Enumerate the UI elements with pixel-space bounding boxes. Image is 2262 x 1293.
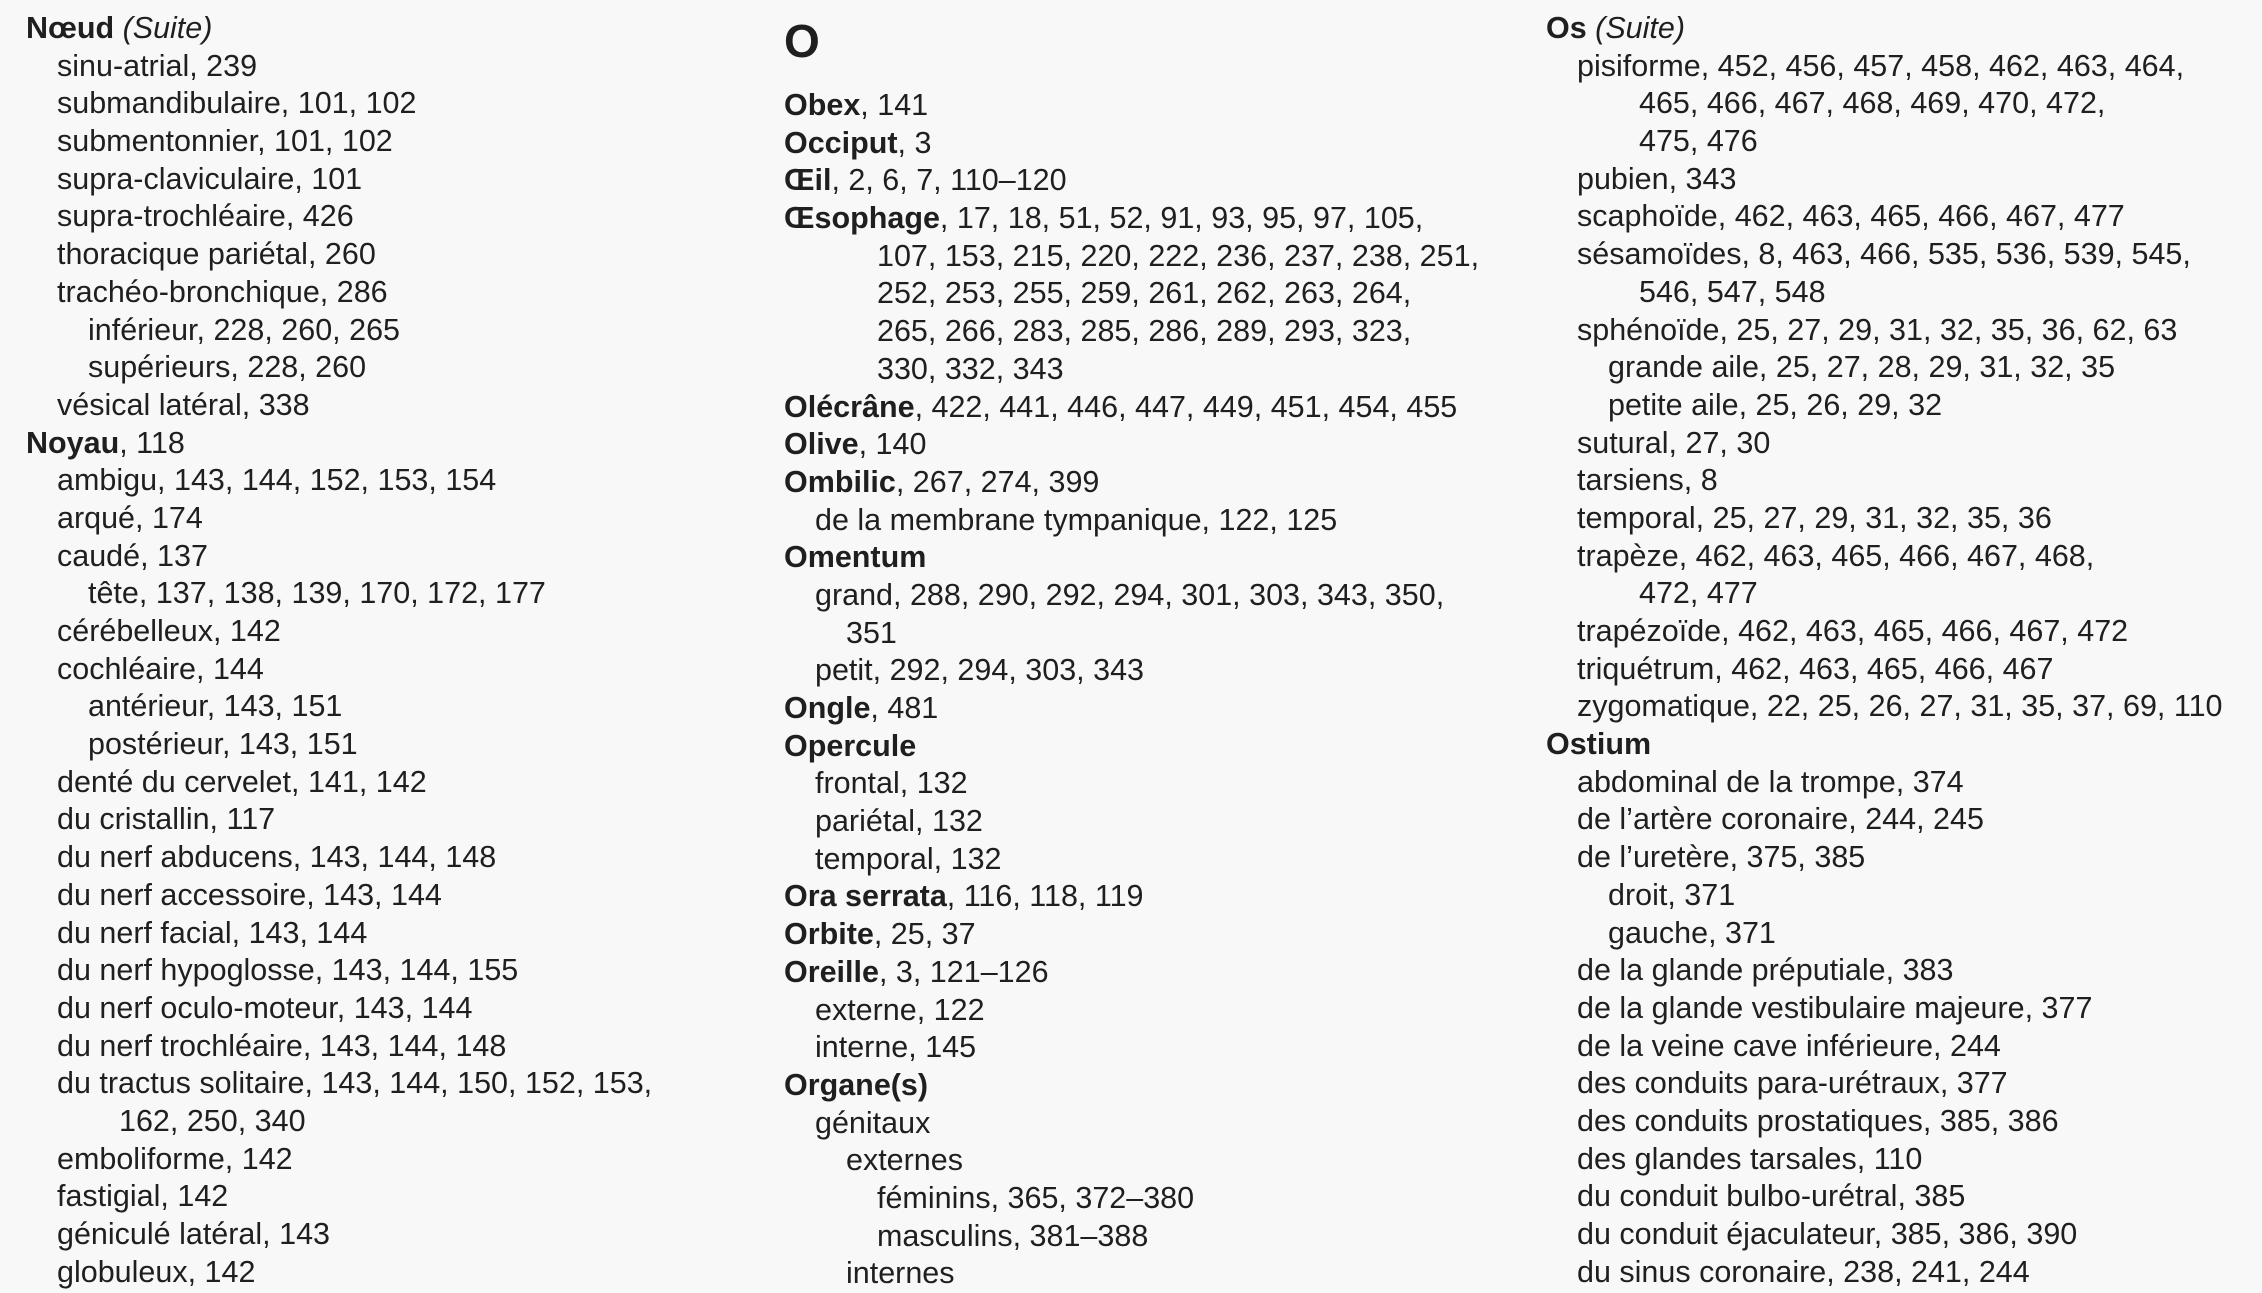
entry-text: externe, 122 bbox=[815, 992, 985, 1027]
index-subentry bbox=[26, 915, 766, 953]
entry-text: des conduits prostatiques, 385, 386 bbox=[1577, 1103, 2059, 1138]
index-heading-entry bbox=[1546, 726, 2262, 764]
entry-text: , 2, 6, 7, 110–120 bbox=[831, 163, 1067, 198]
entry-text: , 3, 121–126 bbox=[878, 954, 1049, 989]
entry-text: supérieurs, 228, 260 bbox=[88, 350, 367, 385]
index-subentry bbox=[1546, 764, 2262, 802]
index-subentry bbox=[784, 238, 1544, 276]
index-subentry bbox=[26, 1141, 766, 1179]
entry-text: , 25, 37 bbox=[873, 917, 976, 952]
entry-text: de la glande vestibulaire majeure, 377 bbox=[1577, 990, 2093, 1025]
entry-heading: Œil bbox=[784, 163, 832, 198]
index-subentry bbox=[1546, 349, 2262, 387]
index-heading-entry bbox=[784, 954, 1544, 992]
entry-text: zygomatique, 22, 25, 26, 27, 31, 35, 37, 69, 110 bbox=[1577, 689, 2223, 724]
index-heading-entry bbox=[784, 878, 1544, 916]
entry-text: , 267, 274, 399 bbox=[895, 464, 1100, 499]
index-subentry bbox=[26, 801, 766, 839]
index-subentry bbox=[1546, 1028, 2262, 1066]
entry-text: des conduits para-urétraux, 377 bbox=[1577, 1066, 2008, 1101]
entry-text: pisiforme, 452, 456, 457, 458, 462, 463, 464, bbox=[1577, 48, 2185, 83]
entry-text: , 422, 441, 446, 447, 449, 451, 454, 455 bbox=[914, 389, 1458, 424]
entry-text: , 118 bbox=[119, 425, 185, 460]
index-subentry bbox=[1546, 575, 2262, 613]
entry-text: du conduit bulbo-urétral, 385 bbox=[1577, 1179, 1966, 1214]
entry-text: génitaux bbox=[815, 1105, 931, 1140]
index-subentry bbox=[26, 1028, 766, 1066]
index-subentry bbox=[1546, 1065, 2262, 1103]
index-heading-entry bbox=[784, 125, 1544, 163]
entry-text: supra-trochléaire, 426 bbox=[57, 199, 354, 234]
entry-text: 330, 332, 343 bbox=[877, 351, 1064, 386]
index-subentry bbox=[784, 615, 1544, 653]
entry-text: de la membrane tympanique, 122, 125 bbox=[815, 502, 1338, 537]
index-subentry bbox=[1546, 236, 2262, 274]
entry-text: du tractus solitaire, 143, 144, 150, 152, 153, bbox=[57, 1066, 653, 1101]
index-subentry bbox=[784, 313, 1544, 351]
index-subentry bbox=[1546, 274, 2262, 312]
index-subentry bbox=[26, 764, 766, 802]
index-subentry bbox=[784, 502, 1544, 540]
entry-text: emboliforme, 142 bbox=[57, 1141, 293, 1176]
entry-text: caudé, 137 bbox=[57, 538, 208, 573]
entry-text: du nerf facial, 143, 144 bbox=[57, 915, 368, 950]
entry-text: géniculé latéral, 143 bbox=[57, 1217, 330, 1251]
entry-text: du nerf hypoglosse, 143, 144, 155 bbox=[57, 953, 519, 988]
index-subentry bbox=[1546, 1141, 2262, 1179]
entry-text: , 17, 18, 51, 52, 91, 93, 95, 97, 105, bbox=[939, 201, 1424, 236]
entry-text: ambigu, 143, 144, 152, 153, 154 bbox=[57, 463, 497, 498]
entry-text: 162, 250, 340 bbox=[119, 1103, 306, 1138]
entry-text: tarsiens, 8 bbox=[1577, 463, 1718, 498]
entry-text: submandibulaire, 101, 102 bbox=[57, 86, 417, 121]
index-subentry bbox=[26, 1254, 766, 1292]
entry-text: temporal, 25, 27, 29, 31, 32, 35, 36 bbox=[1577, 500, 2052, 535]
index-subentry bbox=[26, 1178, 766, 1216]
entry-text: gauche, 371 bbox=[1608, 915, 1776, 950]
index-subentry bbox=[26, 726, 766, 764]
entry-text: triquétrum, 462, 463, 465, 466, 467 bbox=[1577, 651, 2054, 686]
entry-heading: Opercule bbox=[784, 728, 917, 763]
index-heading-entry bbox=[784, 162, 1544, 200]
entry-text: grand, 288, 290, 292, 294, 301, 303, 343, 350, bbox=[815, 577, 1445, 612]
entry-text: thoracique pariétal, 260 bbox=[57, 237, 376, 272]
entry-text: supra-claviculaire, 101 bbox=[57, 161, 363, 196]
index-subentry bbox=[1546, 952, 2262, 990]
entry-heading: Noyau bbox=[26, 425, 120, 460]
index-subentry bbox=[1546, 1103, 2262, 1141]
section-gap bbox=[784, 72, 1544, 87]
index-subentry bbox=[1546, 161, 2262, 199]
index-subentry bbox=[1546, 1254, 2262, 1292]
entry-heading: Occiput bbox=[784, 125, 898, 160]
entry-text: 107, 153, 215, 220, 222, 236, 237, 238, 251, bbox=[877, 238, 1480, 273]
index-heading-entry bbox=[26, 10, 766, 48]
entry-text: , 141 bbox=[860, 88, 929, 122]
index-subentry bbox=[26, 990, 766, 1028]
entry-text: arqué, 174 bbox=[57, 500, 203, 535]
entry-text: frontal, 132 bbox=[815, 766, 968, 801]
index-subentry bbox=[1546, 462, 2262, 500]
index-subentry bbox=[1546, 1216, 2262, 1254]
entry-text: denté du cervelet, 141, 142 bbox=[57, 764, 427, 799]
index-column-1 bbox=[26, 10, 766, 1291]
index-subentry bbox=[1546, 312, 2262, 350]
entry-text: trapèze, 462, 463, 465, 466, 467, 468, bbox=[1577, 538, 2095, 573]
index-subentry bbox=[26, 952, 766, 990]
index-subentry bbox=[1546, 613, 2262, 651]
index-subentry bbox=[1546, 801, 2262, 839]
index-subentry bbox=[26, 1103, 766, 1141]
entry-text: féminins, 365, 372–380 bbox=[877, 1180, 1195, 1215]
index-subentry bbox=[784, 803, 1544, 841]
index-subentry bbox=[26, 161, 766, 199]
entry-heading: Nœud bbox=[26, 11, 115, 45]
index-subentry bbox=[784, 992, 1544, 1030]
index-subentry bbox=[26, 688, 766, 726]
entry-text: de la glande préputiale, 383 bbox=[1577, 953, 1954, 988]
entry-text: scaphoïde, 462, 463, 465, 466, 467, 477 bbox=[1577, 199, 2125, 234]
index-column-2 bbox=[784, 10, 1544, 1293]
entry-heading: Omentum bbox=[784, 540, 927, 575]
index-subentry bbox=[26, 48, 766, 86]
index-subentry bbox=[1546, 500, 2262, 538]
section-letter: O bbox=[784, 15, 820, 67]
entry-text: trapézoïde, 462, 463, 465, 466, 467, 472 bbox=[1577, 614, 2129, 648]
index-subentry bbox=[26, 1065, 766, 1103]
index-subentry bbox=[1546, 538, 2262, 576]
index-heading-entry bbox=[784, 426, 1544, 464]
index-subentry bbox=[26, 387, 766, 425]
index-subentry bbox=[784, 1255, 1544, 1293]
index-subentry bbox=[784, 351, 1544, 389]
entry-text: , 481 bbox=[870, 691, 939, 725]
entry-text: sésamoïdes, 8, 463, 466, 535, 536, 539, 545, bbox=[1577, 237, 2191, 272]
index-subentry bbox=[26, 274, 766, 312]
entry-text: , 140 bbox=[858, 427, 927, 462]
entry-heading: Olécrâne bbox=[784, 389, 915, 424]
entry-heading: Ostium bbox=[1546, 727, 1652, 762]
index-subentry bbox=[26, 349, 766, 387]
entry-text: 472, 477 bbox=[1639, 576, 1758, 611]
entry-text: 351 bbox=[846, 615, 897, 650]
entry-heading: Ora serrata bbox=[784, 879, 947, 914]
index-subentry bbox=[26, 877, 766, 915]
entry-heading: Ongle bbox=[784, 691, 871, 725]
entry-heading: Olive bbox=[784, 427, 859, 462]
entry-text: submentonnier, 101, 102 bbox=[57, 124, 393, 159]
entry-text: , 116, 118, 119 bbox=[946, 879, 1144, 914]
index-subentry bbox=[784, 841, 1544, 879]
entry-text: inférieur, 228, 260, 265 bbox=[88, 312, 401, 347]
index-heading-entry bbox=[26, 425, 766, 463]
index-subentry bbox=[26, 651, 766, 689]
entry-heading: Organe(s) bbox=[784, 1067, 929, 1102]
index-subentry bbox=[784, 577, 1544, 615]
index-heading-entry bbox=[784, 690, 1544, 728]
entry-text: grande aile, 25, 27, 28, 29, 31, 32, 35 bbox=[1608, 350, 2116, 385]
entry-heading: Obex bbox=[784, 88, 861, 122]
index-subentry bbox=[784, 1105, 1544, 1143]
entry-text: , 3 bbox=[897, 125, 932, 160]
entry-heading: Orbite bbox=[784, 917, 874, 952]
index-subentry bbox=[784, 765, 1544, 803]
entry-heading: Oreille bbox=[784, 954, 879, 989]
entry-text: temporal, 132 bbox=[815, 841, 1002, 876]
entry-text: du nerf oculo-moteur, 143, 144 bbox=[57, 990, 473, 1025]
entry-text: petite aile, 25, 26, 29, 32 bbox=[1608, 387, 1943, 422]
index-subentry bbox=[26, 312, 766, 350]
index-heading-entry bbox=[784, 389, 1544, 427]
index-subentry bbox=[1546, 387, 2262, 425]
index-heading-entry bbox=[784, 728, 1544, 766]
index-subentry bbox=[1546, 839, 2262, 877]
entry-text: internes bbox=[846, 1256, 955, 1291]
index-subentry bbox=[1546, 1178, 2262, 1216]
index-subentry bbox=[26, 500, 766, 538]
index-subentry bbox=[1546, 425, 2262, 463]
entry-text: antérieur, 143, 151 bbox=[88, 689, 343, 724]
entry-text: vésical latéral, 338 bbox=[57, 387, 310, 422]
entry-text: du sinus coronaire, 238, 241, 244 bbox=[1577, 1254, 2030, 1289]
index-subentry bbox=[784, 1180, 1544, 1218]
index-subentry bbox=[1546, 651, 2262, 689]
entry-text: sutural, 27, 30 bbox=[1577, 425, 1771, 460]
index-subentry bbox=[26, 839, 766, 877]
entry-text: tête, 137, 138, 139, 170, 172, 177 bbox=[88, 576, 546, 611]
entry-text: trachéo-bronchique, 286 bbox=[57, 274, 388, 309]
index-subentry bbox=[1546, 85, 2262, 123]
index-subentry bbox=[1546, 123, 2262, 161]
entry-text: du nerf trochléaire, 143, 144, 148 bbox=[57, 1028, 507, 1063]
entry-text: masculins, 381–388 bbox=[877, 1218, 1149, 1253]
index-subentry bbox=[26, 123, 766, 161]
entry-text: pariétal, 132 bbox=[815, 804, 983, 839]
entry-text: des glandes tarsales, 110 bbox=[1577, 1141, 1923, 1176]
entry-text: 252, 253, 255, 259, 261, 262, 263, 264, bbox=[877, 276, 1412, 311]
index-heading-entry bbox=[784, 200, 1544, 238]
index-subentry bbox=[784, 652, 1544, 690]
entry-text: du nerf abducens, 143, 144, 148 bbox=[57, 840, 497, 875]
entry-text: sphénoïde, 25, 27, 29, 31, 32, 35, 36, 62, 63 bbox=[1577, 312, 2178, 347]
entry-text: cochléaire, 144 bbox=[57, 651, 264, 686]
entry-text: globuleux, 142 bbox=[57, 1254, 256, 1289]
index-subentry bbox=[1546, 990, 2262, 1028]
index-column-3 bbox=[1546, 10, 2262, 1291]
index-subentry bbox=[784, 1218, 1544, 1256]
index-subentry bbox=[1546, 198, 2262, 236]
entry-text: pubien, 343 bbox=[1577, 161, 1737, 196]
index-subentry bbox=[26, 85, 766, 123]
entry-heading: Os bbox=[1546, 11, 1587, 45]
index-subentry bbox=[1546, 688, 2262, 726]
entry-text: fastigial, 142 bbox=[57, 1179, 229, 1214]
entry-text: 475, 476 bbox=[1639, 124, 1758, 159]
index-subentry bbox=[26, 575, 766, 613]
entry-text: du cristallin, 117 bbox=[57, 802, 276, 837]
entry-text: sinu-atrial, 239 bbox=[57, 48, 258, 83]
index-subentry bbox=[1546, 915, 2262, 953]
entry-text: abdominal de la trompe, 374 bbox=[1577, 764, 1964, 799]
entry-text: petit, 292, 294, 303, 343 bbox=[815, 653, 1144, 688]
entry-text: interne, 145 bbox=[815, 1030, 977, 1065]
suite-label: (Suite) bbox=[122, 11, 213, 45]
index-subentry bbox=[26, 462, 766, 500]
index-subentry bbox=[784, 1142, 1544, 1180]
index-subentry bbox=[784, 1029, 1544, 1067]
index-heading-entry bbox=[784, 916, 1544, 954]
index-heading-entry bbox=[784, 87, 1544, 125]
index-subentry bbox=[1546, 48, 2262, 86]
entry-text: du nerf accessoire, 143, 144 bbox=[57, 877, 442, 912]
entry-text: postérieur, 143, 151 bbox=[88, 727, 358, 762]
index-heading-entry bbox=[784, 1067, 1544, 1105]
index-subentry bbox=[784, 275, 1544, 313]
entry-heading: Œsophage bbox=[784, 201, 940, 236]
index-subentry bbox=[26, 538, 766, 576]
index-subentry bbox=[26, 1216, 766, 1254]
entry-text: 465, 466, 467, 468, 469, 470, 472, bbox=[1639, 86, 2106, 121]
index-subentry bbox=[26, 613, 766, 651]
index-subentry bbox=[26, 198, 766, 236]
index-heading-entry bbox=[784, 539, 1544, 577]
entry-text: de la veine cave inférieure, 244 bbox=[1577, 1028, 2001, 1063]
index-subentry bbox=[26, 236, 766, 274]
entry-text: cérébelleux, 142 bbox=[57, 614, 281, 648]
entry-text: 546, 547, 548 bbox=[1639, 274, 1826, 309]
entry-text: du conduit éjaculateur, 385, 386, 390 bbox=[1577, 1217, 2078, 1251]
entry-text: de l’uretère, 375, 385 bbox=[1577, 840, 1866, 875]
index-subentry bbox=[1546, 877, 2262, 915]
entry-text: de l’artère coronaire, 244, 245 bbox=[1577, 802, 1984, 837]
entry-heading: Ombilic bbox=[784, 464, 896, 499]
index-heading-entry bbox=[1546, 10, 2262, 48]
entry-text: 265, 266, 283, 285, 286, 289, 293, 323, bbox=[877, 314, 1412, 349]
entry-text: droit, 371 bbox=[1608, 877, 1736, 912]
suite-label: (Suite) bbox=[1595, 11, 1686, 45]
index-heading-entry bbox=[784, 464, 1544, 502]
entry-text: externes bbox=[846, 1143, 963, 1178]
